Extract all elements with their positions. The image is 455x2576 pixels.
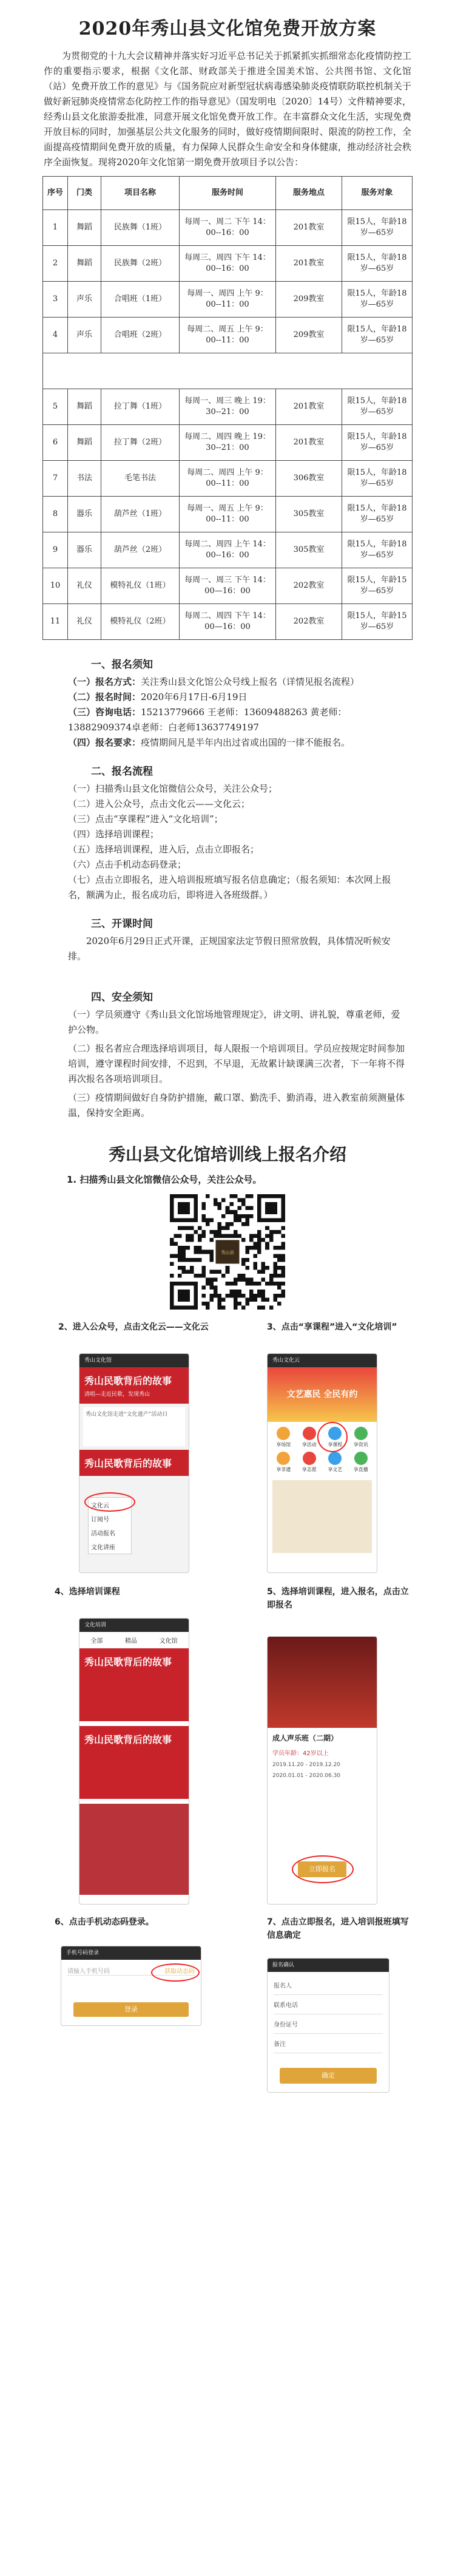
- guide-step-4: 4、选择培训课程: [55, 1587, 120, 1597]
- phone-input[interactable]: 请输入手机号码: [67, 1968, 110, 1975]
- table-cell: 1: [43, 210, 68, 246]
- feature-label: 享文艺: [328, 1467, 343, 1472]
- table-cell: 礼仪: [68, 604, 101, 640]
- screenshot-area: [0, 1320, 455, 2310]
- menu-item[interactable]: 文化讲座: [91, 1545, 115, 1551]
- screenshot-course-detail: [267, 1636, 377, 1905]
- process-step: （三）点击“享课程”进入“文化培训”；: [68, 814, 223, 824]
- login-button[interactable]: 登录: [73, 2002, 189, 2017]
- table-row: [43, 497, 413, 532]
- table-row: [43, 425, 413, 461]
- start-date-text: 2020年6月29日正式开课，正规国家法定节假日照常放假，具体情况听候安排。: [68, 936, 391, 962]
- article-text: 秀山文化馆走进“文化遗产”活动日: [86, 1412, 168, 1418]
- article-card: [83, 1407, 185, 1446]
- table-cell: 合唱班（1班）: [101, 282, 180, 318]
- safety-item: （一）学员须遵守《秀山县文化馆场地管理规定》，讲文明、讲礼貌，尊重老师，爱护公物。: [68, 1009, 400, 1035]
- phone-header: 秀山文化云: [268, 1354, 377, 1367]
- screenshot-wechat-account: [79, 1353, 189, 1573]
- notice-text: 关注秀山县文化馆公众号线上报名（详情见报名流程）: [141, 676, 360, 687]
- feature-grid-item[interactable]: [324, 1452, 346, 1473]
- notice-label: （二）报名时间：: [68, 692, 141, 702]
- feature-label: 享志愿: [302, 1467, 317, 1472]
- notice-text: 2020年6月17日-6月19日: [141, 692, 248, 702]
- screenshot-culture-cloud: [267, 1353, 377, 1573]
- table-cell: 7: [43, 461, 68, 497]
- table-cell: 毛笔书法: [101, 461, 180, 497]
- qr-wrap: [0, 1194, 455, 1310]
- content-image: [272, 1480, 372, 1553]
- notice-text: 疫情期间凡是半年内出过省或出国的一律不能报名。: [141, 737, 351, 748]
- feature-label: 享非遗: [276, 1467, 291, 1472]
- screenshot-phone-login: [61, 1946, 201, 2026]
- confirm-button[interactable]: 确定: [280, 2068, 377, 2084]
- table-cell: 限15人，年龄15岁—65岁: [342, 568, 413, 604]
- notice-text: 15213779666 王老师：13609488263 黄老师：13882909374卓老师：白老师13637749197: [68, 707, 347, 733]
- section-title: 三、开课时间: [91, 918, 153, 930]
- table-cell: 舞蹈: [68, 425, 101, 461]
- feature-label: 享活动: [302, 1442, 317, 1447]
- table-row: [43, 318, 413, 353]
- table-row: [43, 282, 413, 318]
- table-cell: 209教室: [276, 282, 342, 318]
- highlight-ring: [84, 1492, 135, 1512]
- table-cell: 拉丁舞（1班）: [101, 389, 180, 425]
- table-cell: 舞蹈: [68, 210, 101, 246]
- table-cell: 11: [43, 604, 68, 640]
- table-cell: 每周一、周四 上午 9：00--11：00: [180, 282, 276, 318]
- safety-item: （三）疫情期间做好自身防护措施，戴口罩、勤洗手、勤消毒，进入教室前须测量体温，保持安全距离。: [68, 1092, 405, 1118]
- table-cell: 每周二、周四 下午 14：00—16：00: [180, 604, 276, 640]
- table-cell: 201教室: [276, 246, 342, 282]
- table-cell: 每周三、周四 下午 14：00--16：00: [180, 246, 276, 282]
- promo-banner: 文艺惠民 全民有约: [268, 1367, 377, 1422]
- table-cell: 模特礼仪（1班）: [101, 568, 180, 604]
- feature-icon: [328, 1452, 342, 1465]
- enroll-form: [268, 1972, 389, 2057]
- feature-icon: [354, 1427, 368, 1440]
- form-field[interactable]: 备注: [274, 2034, 383, 2053]
- table-row: [43, 604, 413, 640]
- feature-grid-item[interactable]: [350, 1452, 372, 1473]
- feature-grid-item[interactable]: [272, 1427, 295, 1448]
- schedule-body: [43, 210, 413, 640]
- form-field[interactable]: 联系电话: [274, 1995, 383, 2014]
- phone-header: 秀山文化馆: [79, 1354, 189, 1367]
- story-banner: [79, 1367, 189, 1404]
- table-cell: 每周二、周四 晚上 19：30--21：00: [180, 425, 276, 461]
- notice-item: [0, 735, 455, 750]
- intro-paragraph: 为贯彻党的十九大会议精神并落实好习近平总书记关于抓紧抓实抓细常态化疫情防控工作的重要指示要求，根据《文化部、财政部关于推进全国美术馆、公共图书馆、文化馆（站）免费开放工作的意见》与《国务院应对新型冠状病毒感染肺炎疫情联防联控机制关于做好新冠肺炎疫情常态化防控工作的指导意见》（国发明电〔2020〕14号）文件精神要求，经秀山县文化旅游委批准，同意开展文化馆免费开放工作。在丰富群众文化生活，实现免费开放目标的同时，加强基层公共文化服务的同时，做好疫情期间限时、限流的防控工作，全面提高疫情期间免费开放的质量，有力保障人民群众生命安全和身体健康，推动经济社会秩序全面恢复。现将2020年文化馆第一期免费开放项目予以公告：: [44, 50, 411, 168]
- phone-header: 文化培训: [79, 1619, 189, 1632]
- table-row: [43, 532, 413, 568]
- highlight-ring: [151, 1963, 200, 1982]
- table-cell: 限15人，年龄18岁—65岁: [342, 425, 413, 461]
- tab-bar: [79, 1632, 189, 1648]
- tab-culture-hall[interactable]: 文化馆: [159, 1638, 178, 1645]
- notice-item: [0, 705, 455, 735]
- course-card[interactable]: [79, 1648, 189, 1721]
- story-banner-2: [79, 1450, 189, 1476]
- table-cell: 限15人，年龄18岁—65岁: [342, 318, 413, 353]
- guide-step-6: 6、点击手机动态码登录。: [55, 1917, 154, 1927]
- table-cell: 限15人，年龄18岁—65岁: [342, 246, 413, 282]
- process-step: （一）扫描秀山县文化馆微信公众号，关注公众号；: [68, 783, 278, 794]
- table-cell: 限15人，年龄18岁—65岁: [342, 282, 413, 318]
- table-cell: 202教室: [276, 568, 342, 604]
- notice-item: [0, 675, 455, 690]
- qr-logo-text: 秀山县: [221, 1249, 234, 1256]
- page-title: 2020年秀山县文化馆免费开放方案: [78, 18, 377, 39]
- section-title: 一、报名须知: [91, 659, 153, 671]
- table-cell: 6: [43, 425, 68, 461]
- course-card[interactable]: [79, 1726, 189, 1799]
- course-card-title: 秀山民歌背后的故事: [84, 1656, 172, 1668]
- course-tag: 学员年龄：42岁以上: [272, 1750, 329, 1757]
- table-cell: 202教室: [276, 604, 342, 640]
- guide-step-7: 7、点击立即报名，进入培训报班填写信息确定: [267, 1917, 409, 1940]
- table-cell: 限15人，年龄18岁—65岁: [342, 210, 413, 246]
- form-field[interactable]: 身份证号: [274, 2014, 383, 2034]
- tab-featured[interactable]: 精品: [124, 1638, 137, 1645]
- guide-title: 秀山县文化馆培训线上报名介绍: [108, 1144, 346, 1164]
- table-cell: 每周一、周三 晚上 19：30--21：00: [180, 389, 276, 425]
- table-cell: 每周二、周四 上午 14：00--16：00: [180, 532, 276, 568]
- guide-step-3: 3、点击“享课程”进入“文化培训”: [267, 1322, 397, 1332]
- section-title: 四、安全须知: [91, 991, 153, 1004]
- notice-label: （一）报名方式：: [68, 676, 141, 687]
- course-date-2: 2020.01.01 - 2020.06.30: [272, 1773, 341, 1779]
- gap-cell: [43, 353, 413, 389]
- highlight-ring: [317, 1422, 348, 1452]
- feature-grid-item[interactable]: [272, 1452, 295, 1473]
- menu-item[interactable]: 文化云: [91, 1503, 109, 1509]
- process-step: （六）点击手机动态码登录；: [68, 859, 187, 870]
- table-cell: 9: [43, 532, 68, 568]
- table-cell: 每周一、周五 上午 9：00--11：00: [180, 497, 276, 532]
- col-header: 服务对象: [342, 177, 413, 210]
- notice-label: （四）报名要求：: [68, 737, 141, 748]
- table-cell: 305教室: [276, 532, 342, 568]
- course-card-image[interactable]: [79, 1804, 189, 1895]
- table-cell: 书法: [68, 461, 101, 497]
- menu-item[interactable]: 活动报名: [91, 1531, 115, 1537]
- menu-item[interactable]: 订阅号: [91, 1517, 109, 1523]
- phone-header: 手机号码登录: [61, 1946, 201, 1960]
- feature-grid-item[interactable]: [350, 1427, 372, 1448]
- table-cell: 4: [43, 318, 68, 353]
- table-cell: 声乐: [68, 318, 101, 353]
- table-cell: 限15人，年龄18岁—65岁: [342, 497, 413, 532]
- table-cell: 限15人，年龄18岁—65岁: [342, 461, 413, 497]
- get-code-button[interactable]: 获取动态码: [164, 1968, 195, 1975]
- feature-icon: [303, 1427, 316, 1440]
- process-step: （七）点击立即报名，进入培训报班填写报名信息确定；（报名须知：本次网上报名，额满为止，报名成功后，即将进入各班级群。）: [68, 874, 391, 900]
- screenshot-course-list: [79, 1618, 189, 1905]
- table-cell: 声乐: [68, 282, 101, 318]
- table-cell: 礼仪: [68, 568, 101, 604]
- feature-label: 享场馆: [276, 1442, 291, 1447]
- course-card-title: 秀山民歌背后的故事: [84, 1734, 172, 1745]
- table-row: [43, 246, 413, 282]
- schedule-table: [42, 176, 413, 640]
- highlight-ring: [292, 1855, 354, 1883]
- phone-header: 报名确认: [268, 1959, 389, 1972]
- table-cell: 305教室: [276, 497, 342, 532]
- table-cell: 限15人，年龄18岁—65岁: [342, 532, 413, 568]
- feature-grid-item[interactable]: [298, 1452, 321, 1473]
- safety-item: （二）报名者应合理选择培训项目，每人限报一个培训项目。学员应按规定时间参加培训，遵守课程时间安排，不迟到，不早退，无故累计缺课满三次者，下一年将不得再次报名各项培训项目。: [68, 1043, 405, 1084]
- table-cell: 201教室: [276, 425, 342, 461]
- notice-label: （三）咨询电话：: [68, 707, 141, 718]
- table-header-row: [43, 177, 413, 210]
- table-cell: 限15人，年龄18岁—65岁: [342, 389, 413, 425]
- col-header: 服务地点: [276, 177, 342, 210]
- guide-step-2: 2、进入公众号，点击文化云——文化云: [58, 1322, 209, 1332]
- table-cell: 器乐: [68, 532, 101, 568]
- col-header: 门类: [68, 177, 101, 210]
- feature-icon: [277, 1427, 290, 1440]
- table-cell: 5: [43, 389, 68, 425]
- table-cell: 民族舞（2班）: [101, 246, 180, 282]
- table-cell: 201教室: [276, 389, 342, 425]
- tab-all[interactable]: 全部: [90, 1638, 103, 1645]
- course-title: 成人声乐班（二期）: [272, 1734, 339, 1742]
- banner-title: 秀山民歌背后的故事: [84, 1458, 172, 1469]
- table-cell: 每周一、周三 下午 14：00—16：00: [180, 568, 276, 604]
- table-cell: 拉丁舞（2班）: [101, 425, 180, 461]
- col-header: 项目名称: [101, 177, 180, 210]
- table-row: [43, 568, 413, 604]
- feature-icon: [354, 1452, 368, 1465]
- course-photo: [268, 1637, 377, 1728]
- enroll-button[interactable]: 立即报名: [298, 1861, 346, 1877]
- qr-code-image: [170, 1194, 285, 1310]
- table-cell: 葫芦丝（2班）: [101, 532, 180, 568]
- table-cell: 8: [43, 497, 68, 532]
- feature-label: 享资讯: [353, 1442, 368, 1447]
- col-header: 序号: [43, 177, 68, 210]
- table-cell: 3: [43, 282, 68, 318]
- form-field[interactable]: 报名人: [274, 1976, 383, 1995]
- table-cell: 每周二、周四 上午 9：00--11：00: [180, 461, 276, 497]
- table-cell: 201教室: [276, 210, 342, 246]
- banner-subtitle: 清唱—走近民歌，发现秀山: [84, 1392, 150, 1398]
- process-step: （四）选择培训课程；: [68, 829, 160, 840]
- feature-label: 享课程: [328, 1442, 343, 1447]
- feature-icon: [277, 1452, 290, 1465]
- table-cell: 舞蹈: [68, 246, 101, 282]
- col-header: 服务时间: [180, 177, 276, 210]
- table-cell: 每周一、周二 下午 14：00--16：00: [180, 210, 276, 246]
- table-cell: 2: [43, 246, 68, 282]
- table-row: [43, 461, 413, 497]
- table-cell: 合唱班（2班）: [101, 318, 180, 353]
- table-row: [43, 210, 413, 246]
- process-step: （五）选择培训课程，进入后，点击立即报名；: [68, 844, 260, 855]
- notice-item: [0, 690, 455, 705]
- table-cell: 器乐: [68, 497, 101, 532]
- table-cell: 10: [43, 568, 68, 604]
- feature-icon: [303, 1452, 316, 1465]
- table-cell: 每周二、周五 上午 9：00--11：00: [180, 318, 276, 353]
- feature-label: 享直播: [353, 1467, 368, 1472]
- course-date-1: 2019.11.20 - 2019.12.20: [272, 1762, 341, 1768]
- table-cell: 葫芦丝（1班）: [101, 497, 180, 532]
- table-cell: 209教室: [276, 318, 342, 353]
- table-cell: 限15人，年龄15岁—65岁: [342, 604, 413, 640]
- banner-title: 秀山民歌背后的故事: [84, 1375, 172, 1387]
- table-cell: 舞蹈: [68, 389, 101, 425]
- table-cell: 民族舞（1班）: [101, 210, 180, 246]
- guide-step-5: 5、选择培训课程，进入报名，点击立即报名: [267, 1587, 409, 1610]
- table-cell: 306教室: [276, 461, 342, 497]
- table-cell: 模特礼仪（2班）: [101, 604, 180, 640]
- table-gap: [43, 353, 413, 389]
- section-title: 二、报名流程: [91, 766, 153, 778]
- screenshot-enroll-confirm: [267, 1958, 389, 2093]
- process-step: （二）进入公众号，点击文化云——文化云；: [68, 798, 251, 809]
- guide-step-1: 1. 扫描秀山县文化馆微信公众号，关注公众号。: [67, 1174, 262, 1185]
- table-row: [43, 389, 413, 425]
